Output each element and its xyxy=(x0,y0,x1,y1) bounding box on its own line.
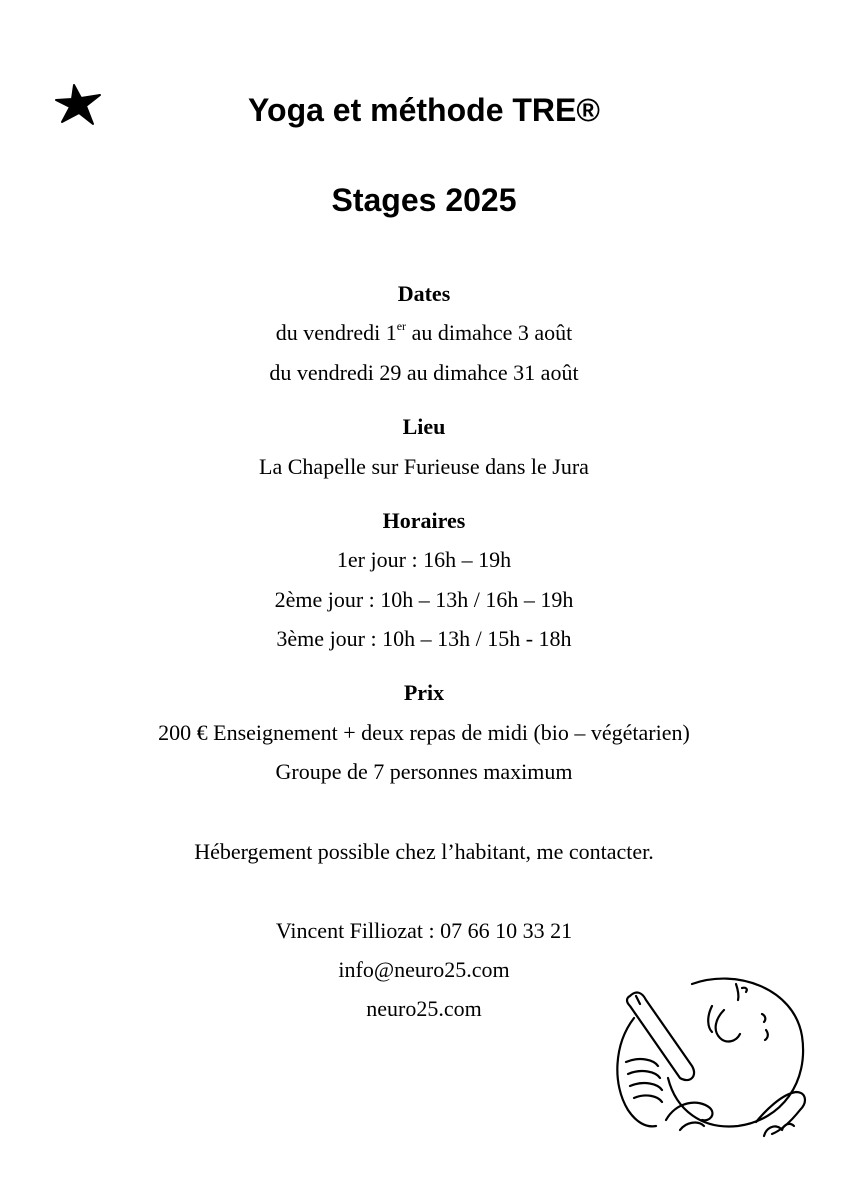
dates-line-1: du vendredi 1er au dimahce 3 août xyxy=(275,318,573,345)
page-subtitle: Stages 2025 xyxy=(331,182,517,218)
lieu-text: La Chapelle sur Furieuse dans le Jura xyxy=(259,454,589,479)
lieu-heading: Lieu xyxy=(402,414,446,439)
horaires-day-1: 1er jour : 16h – 19h xyxy=(336,547,512,572)
horaires-day-2: 2ème jour : 10h – 13h / 16h – 19h xyxy=(274,587,574,612)
horaires-day-3: 3ème jour : 10h – 13h / 15h - 18h xyxy=(276,626,572,651)
hebergement-text: Hébergement possible chez l’habitant, me contacter. xyxy=(194,839,654,864)
meditating-figure-drawing xyxy=(606,970,812,1142)
dates-heading: Dates xyxy=(397,281,451,306)
prix-line-2: Groupe de 7 personnes maximum xyxy=(275,759,573,784)
page-title: Yoga et méthode TRE® xyxy=(248,92,600,128)
dates-line-2: du vendredi 29 au dimahce 31 août xyxy=(269,360,579,385)
contact-email[interactable]: info@neuro25.com xyxy=(338,957,510,982)
horaires-heading: Horaires xyxy=(382,508,466,533)
prix-heading: Prix xyxy=(403,680,445,705)
contact-website[interactable]: neuro25.com xyxy=(366,996,482,1021)
ordinal-suffix: er xyxy=(396,318,407,333)
contact-name-phone: Vincent Filliozat : 07 66 10 33 21 xyxy=(275,918,573,943)
prix-line-1: 200 € Enseignement + deux repas de midi (bio – végétarien) xyxy=(158,720,690,745)
